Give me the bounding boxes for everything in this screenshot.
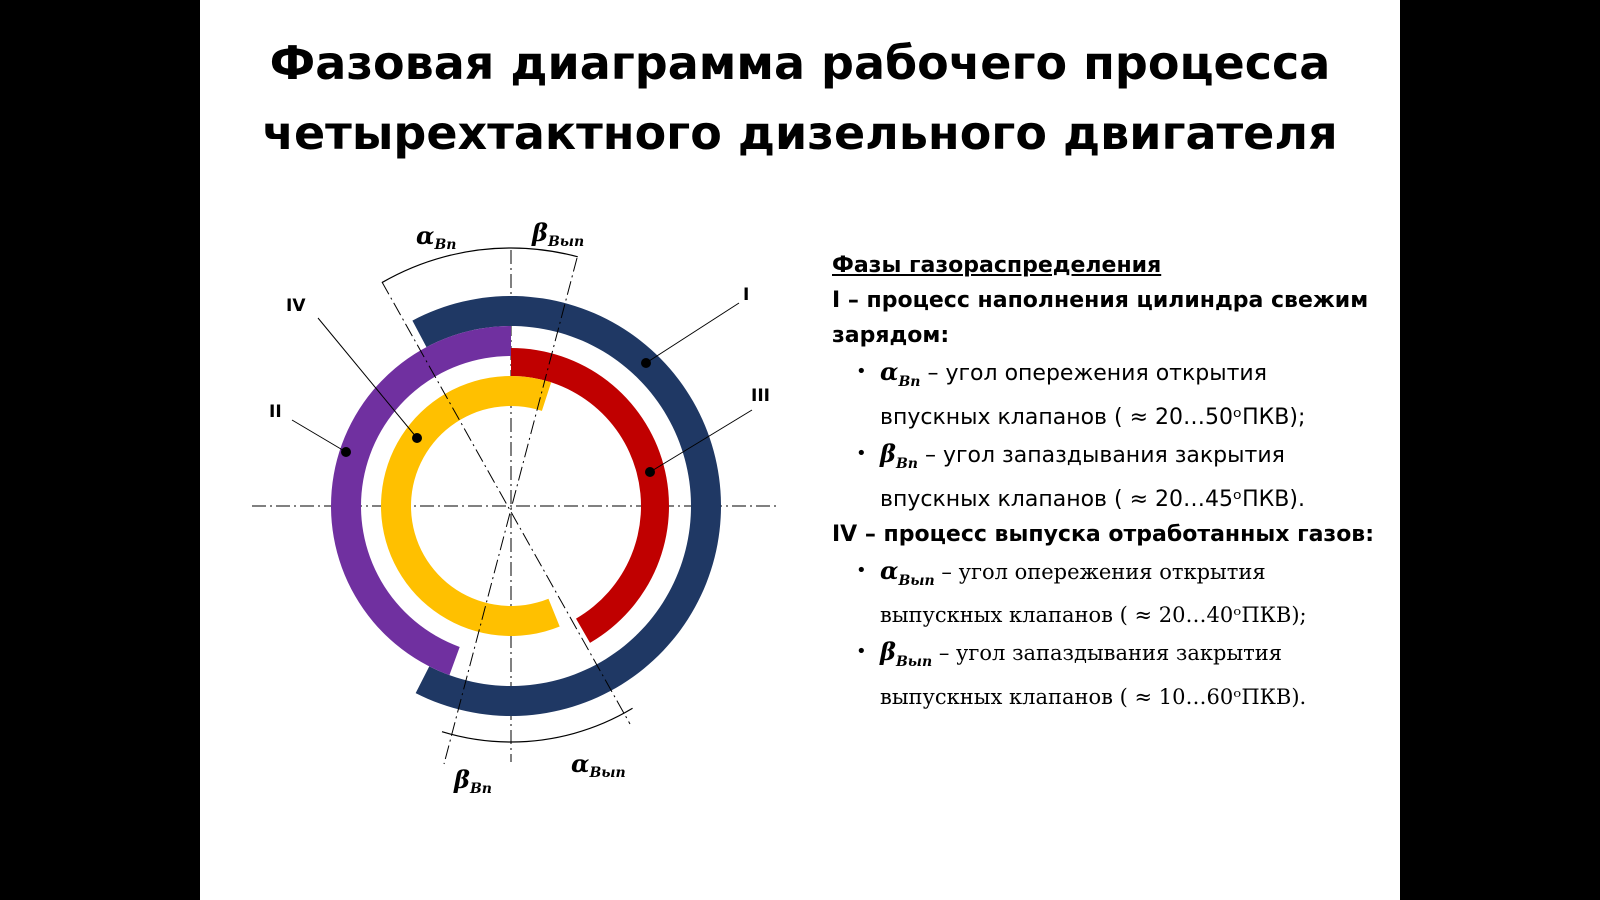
label-beta-in: βВп (454, 765, 492, 797)
label-I: I (743, 285, 750, 305)
beta-out-desc: – угол запаздывания закрытия (932, 641, 1283, 666)
label-beta-out: βВып (532, 218, 585, 250)
legend (832, 248, 1392, 715)
alpha-out-desc: – угол опережения открытия (934, 559, 1266, 584)
beta-in-desc: – угол запаздывания закрытия (917, 442, 1285, 468)
leader-II (292, 420, 346, 452)
alpha-in-desc: – угол опережения открытия (920, 361, 1267, 386)
bullet: • (856, 559, 867, 581)
bullet: • (856, 442, 867, 464)
slide (200, 0, 1400, 900)
leader-II-dot (341, 447, 351, 457)
leader-I (646, 303, 739, 363)
alpha-in-range: впускных клапанов ( ≈ 20…50ᵒПКВ); (880, 404, 1306, 430)
label-III: III (751, 386, 770, 406)
symbol-alpha-in: $\alpha_{Вп}$ (880, 357, 921, 390)
legend-heading: Фазы газораспределения (832, 253, 1162, 278)
phase-I-line-2: зарядом: (832, 323, 950, 348)
leader-I-dot (641, 358, 651, 368)
symbol-beta-out: $\beta_{Вып}$ (880, 637, 933, 671)
legend-item-beta-out (832, 634, 1392, 715)
beta-in-range: впускных клапанов ( ≈ 20…45ᵒПКВ). (880, 486, 1305, 512)
beta-out-range: выпускных клапанов ( ≈ 10…60ᵒПКВ). (880, 685, 1307, 710)
alpha-out-range: выпускных клапанов ( ≈ 20…40ᵒПКВ); (880, 603, 1307, 628)
title-line-2: четырехтактного дизельного двигателя (262, 106, 1338, 160)
legend-item-alpha-in (832, 354, 1392, 435)
phase-I-line-1: I – процесс наполнения цилиндра свежим (832, 288, 1369, 313)
bullet: • (856, 641, 867, 663)
label-alpha-in: αВп (416, 221, 457, 253)
title-line-1: Фазовая диаграмма рабочего процесса (269, 36, 1331, 90)
legend-item-beta-in (832, 436, 1392, 517)
label-alpha-out: αВып (571, 749, 626, 781)
bullet: • (856, 361, 867, 382)
symbol-beta-in: $\beta_{Вп}$ (880, 438, 918, 472)
leader-IV-dot (412, 433, 422, 443)
phase-IV-heading: IV – процесс выпуска отработанных газов: (832, 521, 1375, 547)
label-IV: IV (286, 296, 306, 316)
alpha-in-arc (382, 248, 511, 283)
leader-III-dot (645, 467, 655, 477)
legend-item-alpha-out (832, 553, 1392, 634)
label-II: II (269, 402, 282, 422)
symbol-alpha-out: $\alpha_{Вып}$ (880, 555, 935, 589)
